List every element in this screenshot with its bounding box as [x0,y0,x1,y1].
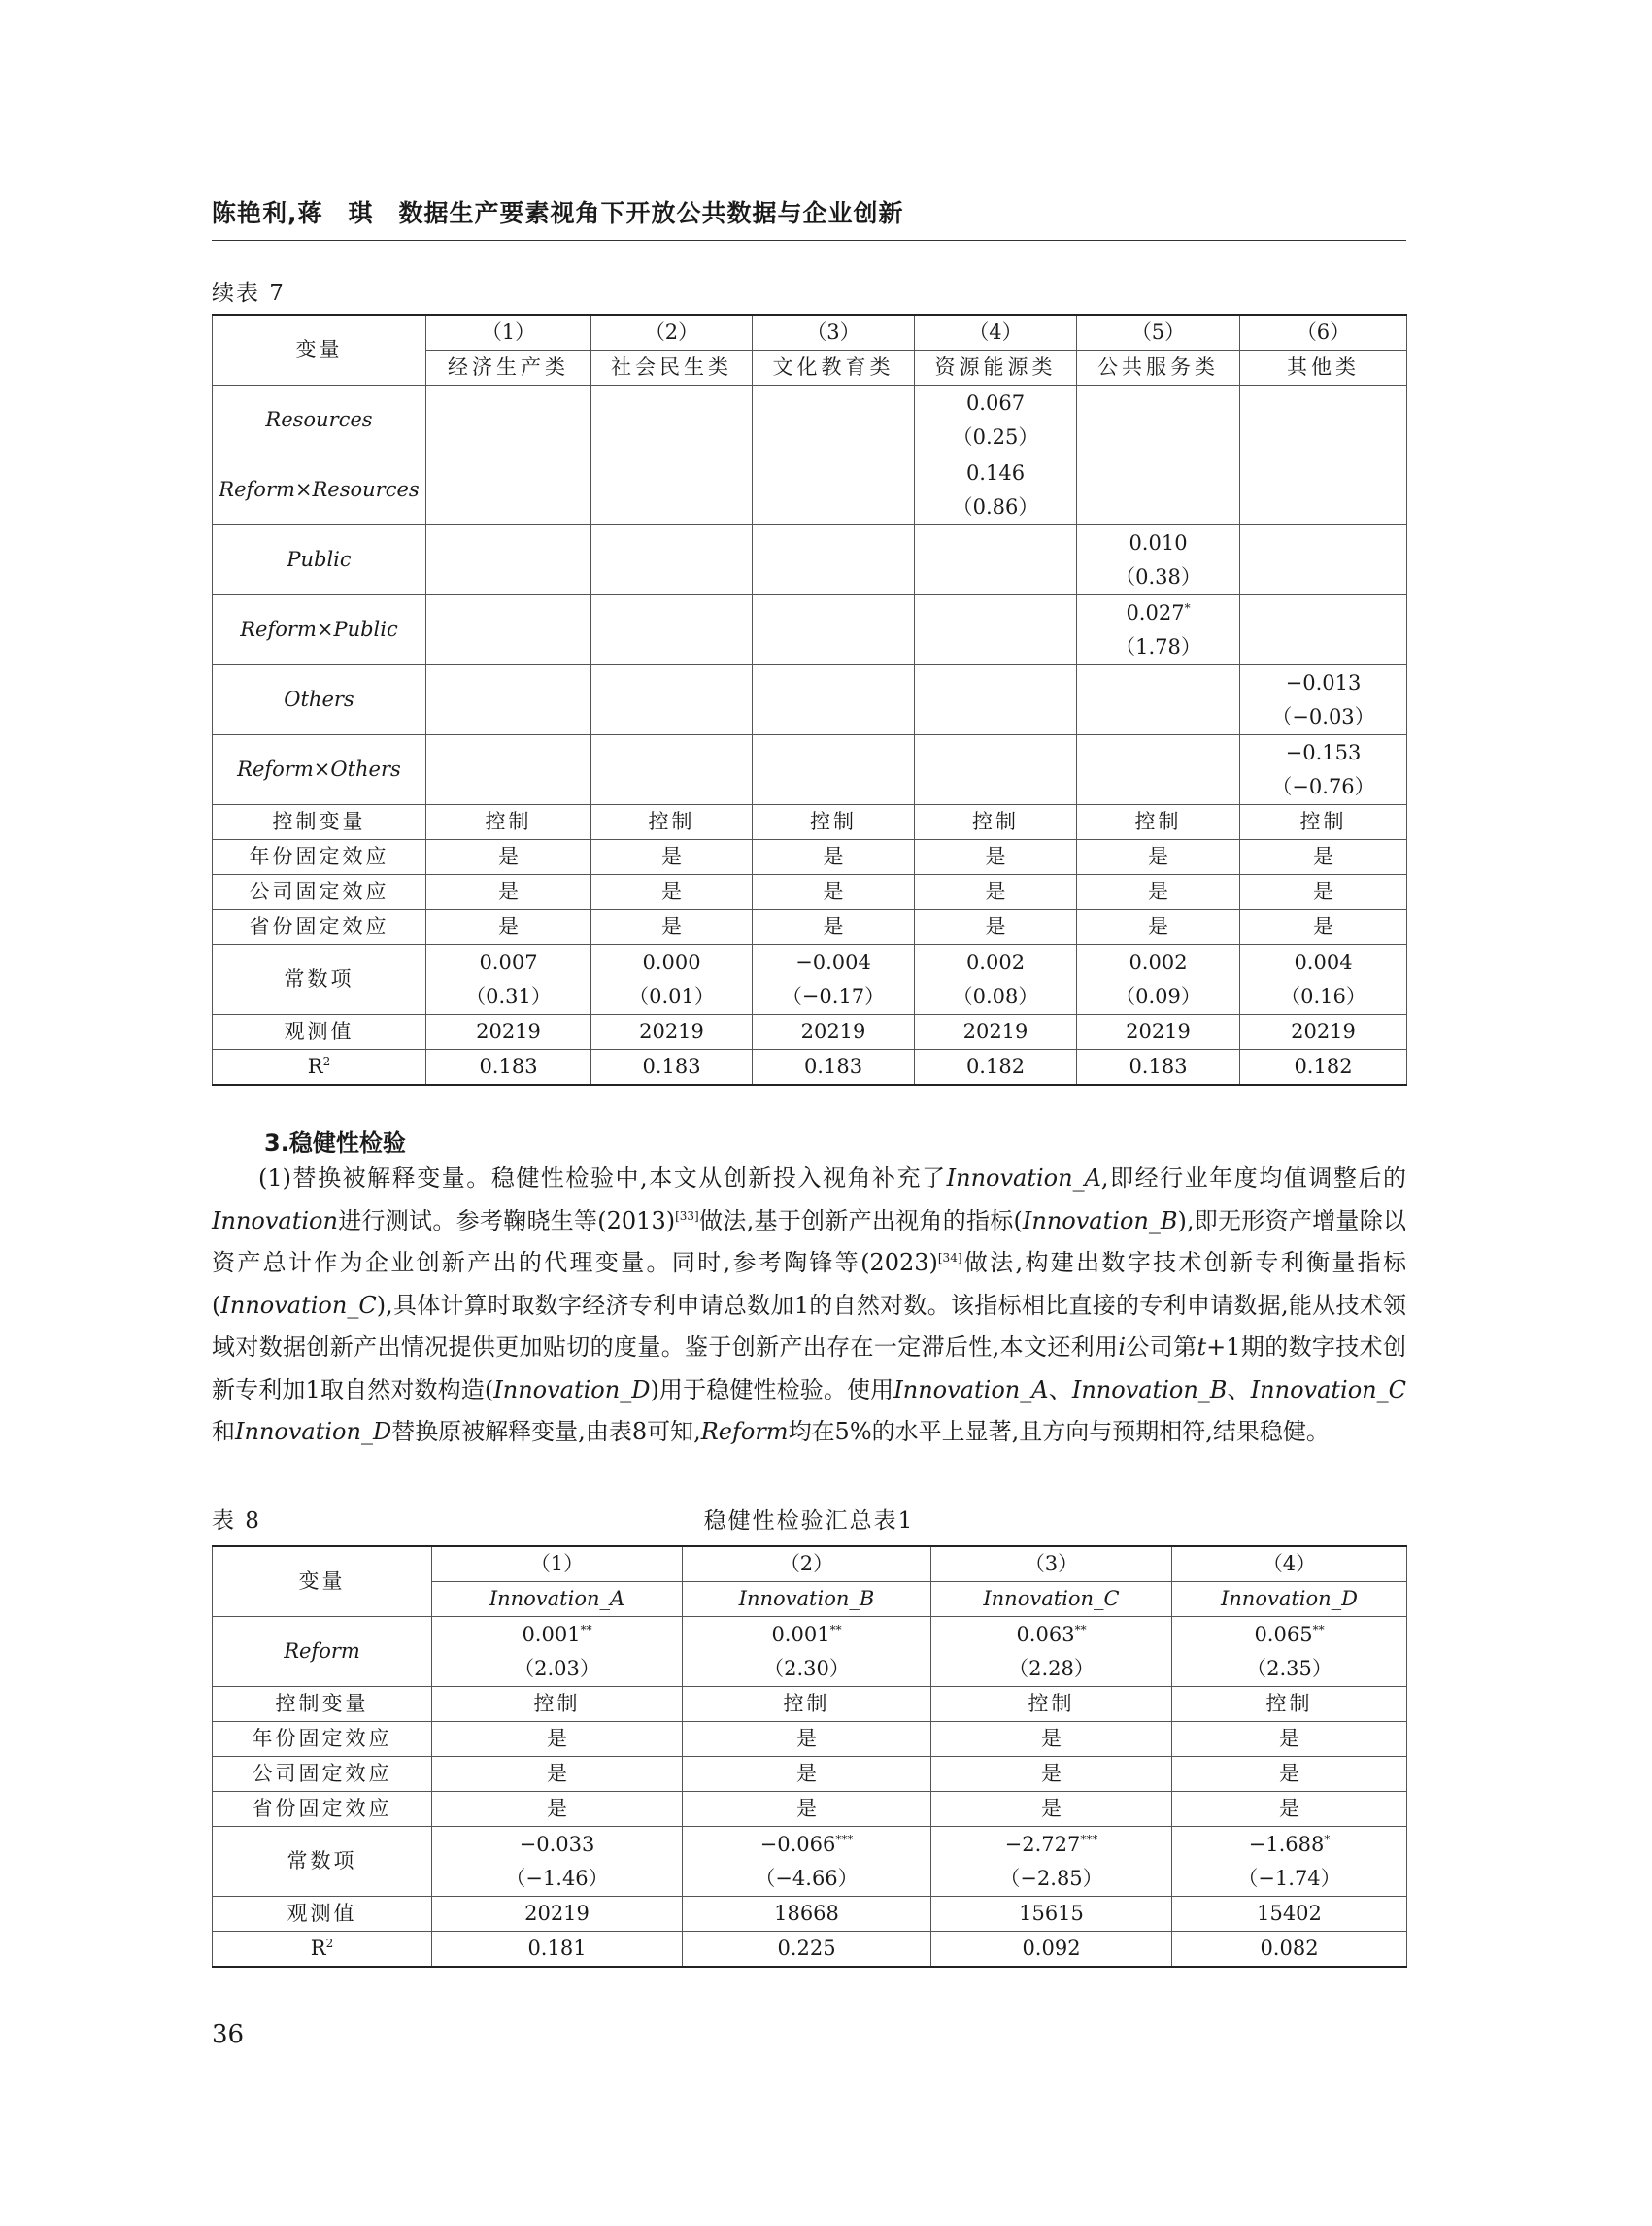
table-cell: 控制 [591,805,753,840]
significance-stars: ** [829,1622,842,1636]
coefficient: 0.063** [1016,1622,1087,1646]
row-label: 控制变量 [213,1687,432,1722]
table-cell: 20219 [1077,1015,1240,1050]
significance-stars: *** [835,1832,854,1846]
table-cell: 18668 [683,1897,931,1932]
page-number: 36 [212,2020,245,2049]
table-row [213,386,1407,455]
table-cell [931,1827,1172,1897]
var-innovation: Innovation [212,1206,338,1234]
t-statistic: （0.08） [952,984,1039,1008]
table-cell [426,595,591,665]
table-cell [1077,665,1240,735]
robustness-paragraph [212,1158,1406,1454]
table-row [213,735,1407,805]
table-cell: 控制 [432,1687,683,1722]
table-row [213,1015,1407,1050]
table-cell: 是 [426,875,591,910]
row-label: 观测值 [213,1015,426,1050]
table-cell [753,455,915,525]
t-statistic: （2.03） [514,1656,600,1680]
table-cell: 0.183 [426,1050,591,1086]
table-row [213,840,1407,875]
t-statistic: （0.38） [1115,564,1201,589]
var-innovation-c: Innovation_C [220,1291,377,1319]
table-row [213,1932,1407,1968]
table-cell [426,945,591,1015]
running-head: 陈艳利,蒋 琪 数据生产要素视角下开放公共数据与企业创新 [212,199,904,227]
table-cell: 是 [432,1757,683,1792]
coefficient: −0.013 [1285,670,1362,694]
para-text: 做法,构建出数字技术创新专利衡量指标( [212,1249,1406,1319]
table-cell [426,455,591,525]
column-number: （2） [591,315,753,351]
table-row [213,1687,1407,1722]
table-cell: 是 [1240,910,1407,945]
table-cell: 0.225 [683,1932,931,1968]
variable-header: 变量 [213,315,426,386]
var-innovation-d: Innovation_D [235,1418,392,1445]
row-label: Others [213,665,426,735]
row-label: $R^2$ [213,1050,426,1086]
table-cell: 15402 [1172,1897,1407,1932]
table-cell: 20219 [1240,1015,1407,1050]
coefficient: 0.007 [479,950,538,974]
column-name: 其他类 [1240,351,1407,386]
para-text: 和 [212,1418,235,1445]
table-cell [753,595,915,665]
t-statistic: （0.16） [1280,984,1366,1008]
table-row [213,1757,1407,1792]
coefficient: −2.727*** [1004,1832,1098,1856]
table-cell [915,595,1077,665]
table-cell: 是 [1077,910,1240,945]
table-cell [1240,595,1407,665]
coefficient: 0.146 [965,460,1026,485]
variable-header: 变量 [213,1546,432,1617]
table-cell: 是 [426,910,591,945]
table-cell: 是 [432,1792,683,1827]
coefficient: 0.004 [1294,950,1353,974]
para-text: 公司第 [1126,1333,1197,1361]
column-name: 社会民生类 [591,351,753,386]
t-statistic: （0.31） [465,984,552,1008]
coefficient: −0.153 [1285,740,1362,764]
table-cell [753,665,915,735]
coefficient: 0.002 [965,950,1026,974]
t-statistic: （−1.46） [505,1866,609,1890]
row-label: 省份固定效应 [213,1792,432,1827]
coefficient: 0.010 [1129,530,1188,555]
row-label: 控制变量 [213,805,426,840]
table-cell [683,1827,931,1897]
table-cell: 控制 [753,805,915,840]
table-cell: 是 [1172,1792,1407,1827]
row-label: 省份固定效应 [213,910,426,945]
coefficient: 0.067 [965,390,1026,415]
table-cell: 是 [915,875,1077,910]
column-name: 经济生产类 [426,351,591,386]
table-cell [426,665,591,735]
table-cell: 20219 [432,1897,683,1932]
var-t: t [1197,1333,1207,1361]
coefficient: −0.066*** [759,1832,854,1856]
table-cell: 是 [683,1792,931,1827]
var-innovation-a: Innovation_A [893,1375,1049,1403]
table8-label: 表 8 [212,1508,261,1534]
table-cell: 是 [753,875,915,910]
t-statistic: （−0.17） [781,984,886,1008]
table-cell: 0.182 [915,1050,1077,1086]
column-name: 资源能源类 [915,351,1077,386]
table-cell [1077,945,1240,1015]
table-cell: 是 [591,910,753,945]
table-cell [1240,386,1407,455]
table-cell [426,735,591,805]
table-cell: 是 [591,840,753,875]
table-cell: 控制 [1172,1687,1407,1722]
table-cell: 是 [683,1757,931,1792]
t-statistic: （1.78） [1115,634,1201,658]
table-cell [915,735,1077,805]
table-cell: 0.183 [1077,1050,1240,1086]
table-row [213,1617,1407,1687]
table-header-row [213,1546,1407,1582]
table-cell [591,735,753,805]
table-row [213,455,1407,525]
column-name: Innovation_B [683,1582,931,1617]
t-statistic: （−4.66） [755,1866,859,1890]
table-cell: 控制 [1240,805,1407,840]
para-text: ),即无形资产增量除以资产总计作为企业创新产出的代理变量。同时,参考陶锋等(2023) [212,1206,1406,1276]
var-innovation-a: Innovation_A [946,1164,1101,1192]
table-header-row [213,315,1407,351]
t-statistic: （−1.74） [1237,1866,1341,1890]
table-row [213,525,1407,595]
table-cell [683,1617,931,1687]
table-cell: 20219 [591,1015,753,1050]
row-label: 公司固定效应 [213,1757,432,1792]
table-row [213,1827,1407,1897]
t-statistic: （0.86） [952,494,1039,519]
significance-stars: * [1184,600,1191,615]
column-name: Innovation_D [1172,1582,1407,1617]
para-text: 、 [1048,1375,1072,1403]
var-innovation-b: Innovation_B [1022,1206,1178,1234]
table-cell [591,525,753,595]
table-cell [426,525,591,595]
para-text: +1期的数字技术创新专利加1取自然对数构造( [212,1333,1406,1403]
table-cell: 是 [1077,840,1240,875]
table-cell [1240,525,1407,595]
table-cell: 20219 [915,1015,1077,1050]
column-name: 文化教育类 [753,351,915,386]
table-cell: 是 [426,840,591,875]
table8 [212,1545,1407,1968]
citation-34: [34] [937,1251,962,1265]
t-statistic: （2.28） [1008,1656,1095,1680]
significance-stars: *** [1080,1832,1098,1846]
table-cell [432,1827,683,1897]
header-rule [212,240,1406,241]
table-row [213,1050,1407,1086]
row-label: Reform×Others [213,735,426,805]
column-number: （1） [432,1546,683,1582]
coefficient: 0.002 [1129,950,1188,974]
table-cell [1077,735,1240,805]
table-cell: 是 [753,910,915,945]
table-cell: 0.181 [432,1932,683,1968]
superscript: 2 [322,1055,331,1068]
column-name: Innovation_A [432,1582,683,1617]
var-reform: Reform [700,1418,789,1445]
column-number: （6） [1240,315,1407,351]
significance-stars: ** [1312,1622,1325,1636]
table-cell [591,595,753,665]
significance-stars: ** [1074,1622,1087,1636]
column-number: （4） [915,315,1077,351]
table-cell: 是 [931,1722,1172,1757]
t-statistic: （−0.76） [1271,774,1375,798]
t-statistic: （−0.03） [1271,704,1375,728]
para-text: 进行测试。参考鞠晓生等(2013) [337,1206,676,1234]
table-cell: 0.082 [1172,1932,1407,1968]
t-statistic: （0.25） [952,424,1039,449]
column-number: （3） [931,1546,1172,1582]
row-label: 年份固定效应 [213,840,426,875]
table-cell [1077,525,1240,595]
table-cell: 是 [931,1757,1172,1792]
table-cell: 是 [683,1722,931,1757]
row-label: Reform×Public [213,595,426,665]
significance-stars: * [1324,1832,1331,1846]
row-label: 年份固定效应 [213,1722,432,1757]
table-row [213,595,1407,665]
coefficient: 0.000 [642,950,701,974]
table-cell: 0.183 [753,1050,915,1086]
table-cell: 15615 [931,1897,1172,1932]
table-cell: 是 [915,910,1077,945]
table-cell [432,1617,683,1687]
table-cell [931,1617,1172,1687]
table-row [213,1792,1407,1827]
column-number: （3） [753,315,915,351]
citation-33: [33] [675,1208,699,1223]
table-row [213,1897,1407,1932]
table-cell: 是 [915,840,1077,875]
coefficient: 0.027* [1126,600,1191,624]
para-text: 、 [1227,1375,1251,1403]
table-cell: 是 [432,1722,683,1757]
table-cell [426,386,591,455]
table-cell: 是 [1240,875,1407,910]
para-text: 替换原被解释变量,由表8可知, [391,1418,701,1445]
table-cell [753,525,915,595]
var-innovation-d: Innovation_D [493,1375,651,1403]
section-title: 3.稳健性检验 [264,1130,406,1157]
row-label: 常数项 [213,945,426,1015]
row-label: 公司固定效应 [213,875,426,910]
significance-stars: ** [580,1622,592,1636]
t-statistic: （0.09） [1115,984,1201,1008]
column-number: （4） [1172,1546,1407,1582]
table-cell [1240,665,1407,735]
table-cell: 是 [931,1792,1172,1827]
row-label: Public [213,525,426,595]
row-label: $R^2$ [213,1932,432,1968]
table7-caption: 续表 7 [212,281,286,306]
superscript: 2 [325,1937,334,1950]
table-cell: 是 [1077,875,1240,910]
table-cell [1077,595,1240,665]
table-cell [915,386,1077,455]
table-cell [591,945,753,1015]
row-label: 常数项 [213,1827,432,1897]
table-cell: 控制 [426,805,591,840]
table-cell [591,455,753,525]
table-cell [915,455,1077,525]
table-cell [1077,386,1240,455]
table-cell: 是 [1240,840,1407,875]
para-text: ),具体计算时取数字经济专利申请总数加1的自然对数。该指标相比直接的专利申请数据,能从技术领域对数据创新产出情况提供更加贴切的度量。鉴于创新产出存在一定滞后性,本文还利用 [212,1291,1406,1361]
table-cell: 控制 [683,1687,931,1722]
coefficient: 0.001** [522,1622,592,1646]
coefficient: 0.001** [771,1622,842,1646]
table-cell: 是 [1172,1757,1407,1792]
table-cell: 控制 [931,1687,1172,1722]
table-cell: 控制 [915,805,1077,840]
para-text: 做法,基于创新产出视角的指标( [698,1206,1023,1234]
t-statistic: （0.01） [628,984,715,1008]
t-statistic: （−2.85） [999,1866,1103,1890]
column-number: （2） [683,1546,931,1582]
para-text: )用于稳健性检验。使用 [650,1375,894,1403]
column-number: （5） [1077,315,1240,351]
table-row [213,1722,1407,1757]
var-innovation-c: Innovation_C [1250,1375,1407,1403]
table-cell: 是 [753,840,915,875]
row-label: 观测值 [213,1897,432,1932]
table-cell [1240,455,1407,525]
table-cell: 20219 [753,1015,915,1050]
table-cell: 0.092 [931,1932,1172,1968]
table-cell: 控制 [1077,805,1240,840]
table-row [213,875,1407,910]
table-cell [591,665,753,735]
coefficient: −0.033 [519,1832,595,1856]
row-label: Reform×Resources [213,455,426,525]
table-cell [753,945,915,1015]
table-cell [591,386,753,455]
table-row [213,910,1407,945]
table8-title: 稳健性检验汇总表1 [703,1508,915,1534]
coefficient: 0.065** [1254,1622,1325,1646]
para-text: ,即经行业年度均值调整后的 [1100,1164,1406,1192]
table-cell [1077,455,1240,525]
row-label: Reform [213,1617,432,1687]
table-cell: 是 [1172,1722,1407,1757]
table-cell [915,525,1077,595]
table-cell [915,665,1077,735]
column-number: （1） [426,315,591,351]
table-cell: 0.183 [591,1050,753,1086]
var-innovation-b: Innovation_B [1071,1375,1228,1403]
table-row [213,665,1407,735]
table-cell [1172,1827,1407,1897]
var-i: i [1118,1333,1127,1361]
row-label: Resources [213,386,426,455]
table-cell [1240,735,1407,805]
table-cell [915,945,1077,1015]
table-cell: 20219 [426,1015,591,1050]
coefficient: −1.688* [1248,1832,1331,1856]
table-cell [1172,1617,1407,1687]
column-name: Innovation_C [931,1582,1172,1617]
table-row [213,805,1407,840]
coefficient: −0.004 [795,950,871,974]
table-cell [1240,945,1407,1015]
table7 [212,314,1407,1086]
t-statistic: （2.30） [763,1656,850,1680]
t-statistic: （2.35） [1246,1656,1332,1680]
table-cell [753,386,915,455]
para-text: 均在5%的水平上显著,且方向与预期相符,结果稳健。 [788,1418,1330,1445]
para-text: (1)替换被解释变量。稳健性检验中,本文从创新投入视角补充了 [258,1164,947,1192]
table-cell [753,735,915,805]
table-cell: 是 [591,875,753,910]
column-name: 公共服务类 [1077,351,1240,386]
table-cell: 0.182 [1240,1050,1407,1086]
table-row [213,945,1407,1015]
